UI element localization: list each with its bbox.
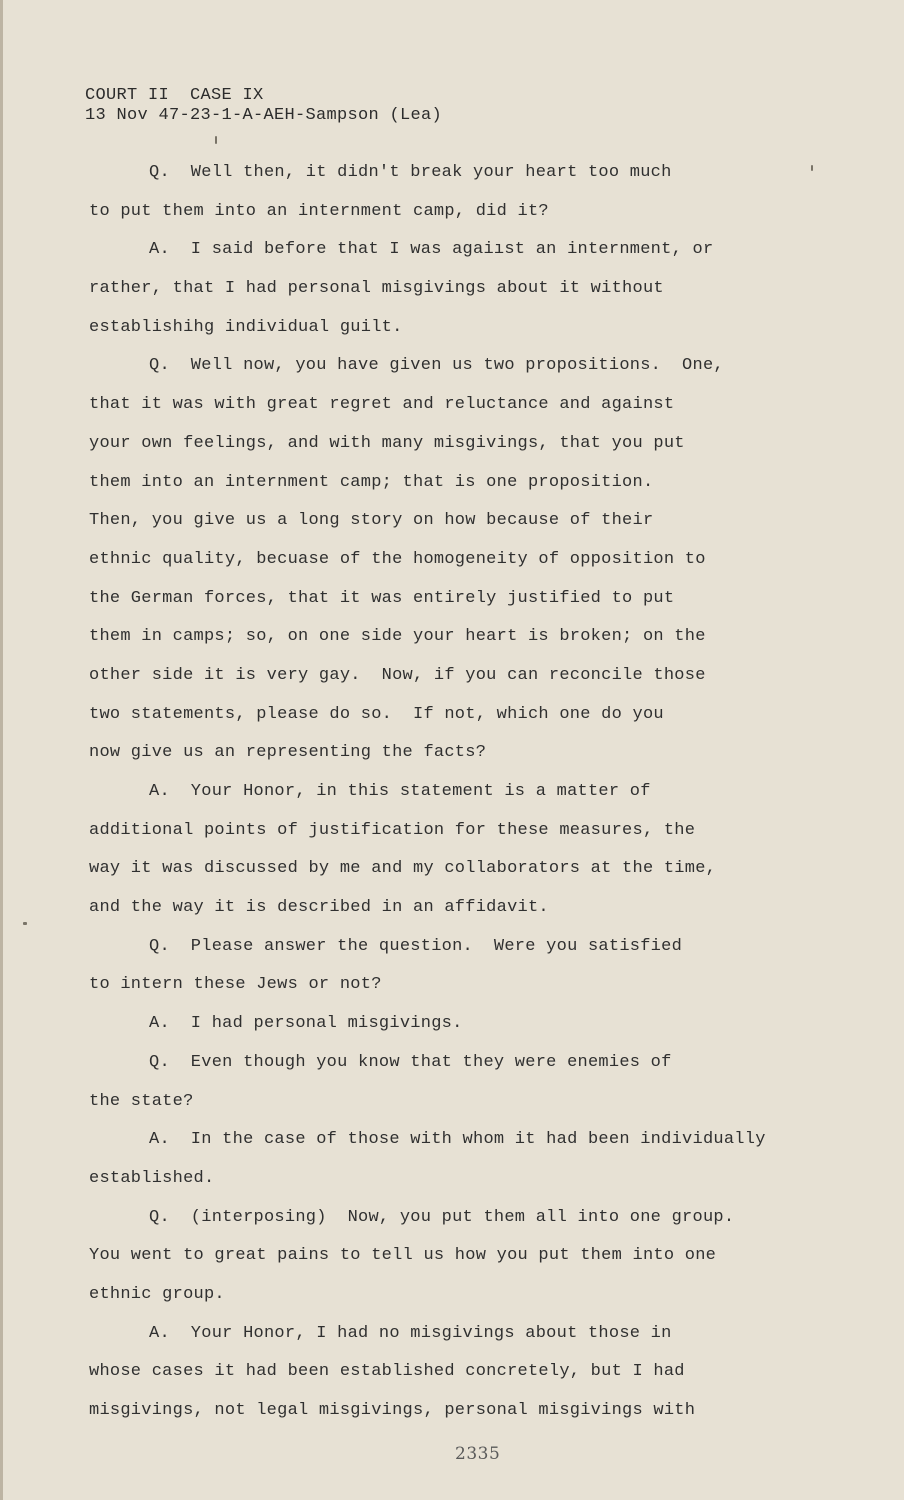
transcript-line: Q. Please answer the question. Were you satisfied bbox=[149, 936, 683, 956]
transcript-line: way it was discussed by me and my collaborators at the time, bbox=[89, 859, 717, 879]
transcript-line: that it was with great regret and reluctance and against bbox=[89, 395, 675, 415]
transcript-line: them in camps; so, on one side your heart is broken; on the bbox=[89, 627, 706, 647]
transcript-line: two statements, please do so. If not, which one do you bbox=[89, 704, 664, 724]
transcript-line: and the way it is described in an affidavit. bbox=[89, 898, 549, 918]
transcript-line: established. bbox=[89, 1168, 215, 1188]
transcript-line: A. Your Honor, in this statement is a matter of bbox=[149, 782, 651, 801]
transcript-line: You went to great pains to tell us how you put them into one bbox=[89, 1246, 717, 1266]
transcript-line: rather, that I had personal misgivings about it without bbox=[89, 279, 664, 299]
transcript-line: misgivings, not legal misgivings, personal misgivings with bbox=[89, 1401, 696, 1420]
transcript-line: Q. Even though you know that they were enemies of bbox=[149, 1052, 672, 1072]
transcript-line: Q. (interposing) Now, you put them all into one group. bbox=[149, 1207, 735, 1227]
transcript-line: ethnic group. bbox=[89, 1284, 225, 1304]
transcript-line: the state? bbox=[89, 1091, 194, 1111]
transcript-line: your own feelings, and with many misgivings, that you put bbox=[89, 433, 685, 453]
transcript-line: Q. Well now, you have given us two propositions. One, bbox=[149, 356, 724, 376]
document-header bbox=[85, 86, 442, 126]
paper-mark bbox=[215, 136, 217, 144]
transcript-line: ethnic quality, becuase of the homogeneity of opposition to bbox=[89, 549, 706, 569]
transcript-line: whose cases it had been established concretely, but I had bbox=[89, 1362, 685, 1382]
transcript-line: the German forces, that it was entirely justified to put bbox=[89, 588, 675, 608]
transcript-line: them into an internment camp; that is one proposition. bbox=[89, 472, 654, 492]
transcript-line: A. I had personal misgivings. bbox=[149, 1014, 463, 1034]
transcript-line: now give us an representing the facts? bbox=[89, 743, 487, 763]
paper-mark bbox=[811, 165, 813, 171]
transcript-body bbox=[89, 154, 849, 1431]
transcript-line: to intern these Jews or not? bbox=[89, 975, 382, 995]
transcript-line: additional points of justification for these measures, the bbox=[89, 820, 696, 840]
page-number: 2335 bbox=[455, 1444, 501, 1464]
paper-mark bbox=[23, 922, 27, 925]
header-court-case: COURT II CASE IX bbox=[85, 86, 264, 105]
transcript-line: A. I said before that I was agaiıst an internment, or bbox=[149, 240, 714, 260]
transcript-line: Then, you give us a long story on how because of their bbox=[89, 511, 654, 531]
header-session-reference: 13 Nov 47-23-1-A-AEH-Sampson (Lea) bbox=[85, 106, 443, 125]
transcript-line: to put them into an internment camp, did it? bbox=[89, 201, 549, 221]
transcript-line: Q. Well then, it didn't break your heart too much bbox=[149, 163, 672, 182]
transcript-line: establishihg individual guilt. bbox=[89, 317, 403, 337]
transcript-line: A. In the case of those with whom it had been individually bbox=[149, 1130, 766, 1150]
transcript-line: other side it is very gay. Now, if you can reconcile those bbox=[89, 665, 706, 685]
transcript-line: A. Your Honor, I had no misgivings about those in bbox=[149, 1323, 672, 1343]
